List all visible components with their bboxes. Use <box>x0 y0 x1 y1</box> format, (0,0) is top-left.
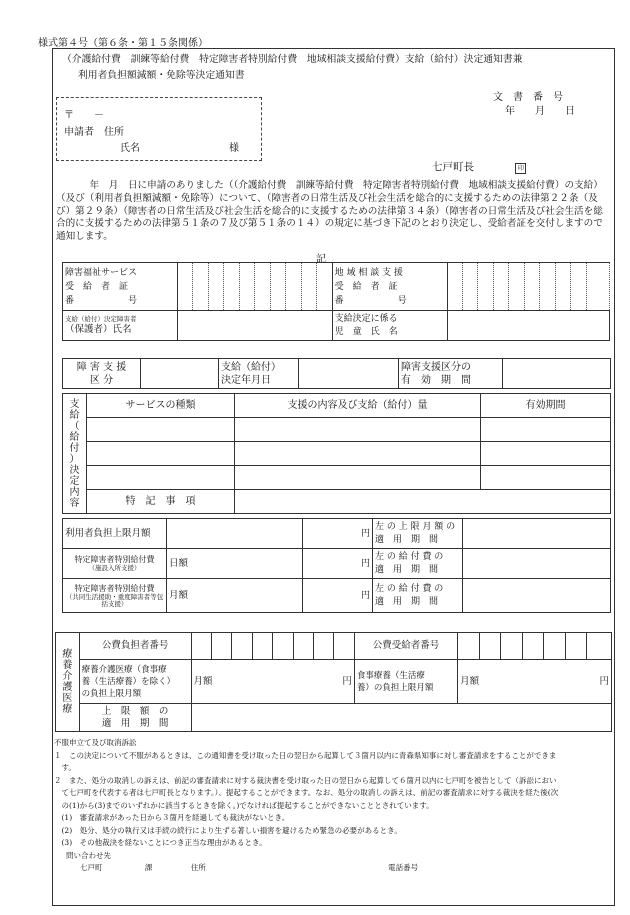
support-category-table <box>62 358 611 389</box>
community-certificate-digit[interactable] <box>447 263 462 311</box>
appeal-notes-line: １ この決定について不服があるときは、この通知書を受け取った日の翌日から起算して３箇月以内に青森県知事に対し審査請求をすることができま <box>54 750 557 760</box>
daily-amount-label: 日額 <box>167 549 303 579</box>
appeal-notes-line: (2) 処分、処分の執行又は手続の続行により生ずる著しい損害を避けるため緊急の必要があるとき。 <box>54 825 402 835</box>
category-period-label <box>399 359 503 389</box>
seal-icon: 印 <box>515 163 526 174</box>
special-notes-field[interactable] <box>235 490 611 514</box>
issuer-text: 七戸町長 <box>432 161 474 173</box>
public-payer-digit[interactable] <box>293 633 313 660</box>
document-number-label: 文 書 番 号 <box>493 92 563 103</box>
public-recipient-digit[interactable] <box>544 633 566 660</box>
public-recipient-digit[interactable] <box>479 633 501 660</box>
support-category-line: 区 分 <box>89 374 114 386</box>
community-certificate-digit[interactable] <box>571 263 586 311</box>
appeal-notes <box>54 737 614 875</box>
decision-date-label <box>219 359 299 389</box>
daily-benefit-period-line: 適 用 期 間 <box>375 564 439 575</box>
support-category-line: 障 害 支 援 <box>76 361 127 373</box>
community-certificate-digit[interactable] <box>493 263 508 311</box>
public-payer-number-label: 公費負担者番号 <box>79 633 191 660</box>
support-category-field[interactable] <box>141 359 219 389</box>
contact-phone: 電話番号 <box>388 863 419 872</box>
service-type-cell[interactable] <box>87 466 235 490</box>
copayment-period-line: 左 の 上 限 月 額 の <box>375 521 456 532</box>
public-payer-digit[interactable] <box>334 633 354 660</box>
decision-contents-side-label: 支 給 （ 給 付 ） 決 定 内 容 <box>63 394 87 514</box>
monthly-yen-label: 円 <box>303 579 373 613</box>
appeal-notes-line: て七戸町を代表する者は七戸町長となります。）、提起することができます。なお、処分の取消しの訴えは、前記の審査請求に対する裁決を経た後(次 <box>54 788 559 797</box>
appeal-notes-heading: 不服申立て及び取消訴訟 <box>54 738 137 747</box>
recipient-info-table <box>62 262 610 341</box>
appeal-notes-line: の(1)から(3)までのいずれかに該当するときを除く。)でなければ提起することができないこととされています。 <box>54 800 434 810</box>
medical-care-table <box>55 632 612 732</box>
meal-monthly-label: 月額 <box>460 675 480 687</box>
applicant-name-label: 氏名 <box>120 143 140 154</box>
service-type-cell[interactable] <box>87 442 235 466</box>
public-payer-digit[interactable] <box>273 633 293 660</box>
monthly-benefit-period-line: 左 の 給 付 費 の <box>375 583 444 594</box>
validity-period-cell[interactable] <box>481 466 611 490</box>
welfare-certificate-digit[interactable] <box>301 263 316 311</box>
copayment-period-line: 適 用 期 間 <box>375 534 439 545</box>
validity-period-cell[interactable] <box>481 418 611 442</box>
child-name-line: 支給決定に係る <box>334 313 398 324</box>
medical-yen-label: 円 <box>342 675 352 687</box>
community-certificate-digit[interactable] <box>586 263 609 311</box>
welfare-certificate-label <box>63 263 178 311</box>
public-recipient-digit[interactable] <box>501 633 523 660</box>
postal-code-label: 〒 － <box>64 110 104 121</box>
appeal-notes-line: す。 <box>54 763 76 772</box>
monthly-benefit-period-field[interactable] <box>463 579 611 613</box>
copayment-limit-table <box>62 518 611 613</box>
meal-yen-label: 円 <box>599 675 609 687</box>
welfare-certificate-digit[interactable] <box>224 263 239 311</box>
child-name-field[interactable] <box>447 311 609 341</box>
public-payer-digit[interactable] <box>211 633 231 660</box>
community-certificate-digit[interactable] <box>509 263 524 311</box>
ki-label: 記 <box>316 254 326 265</box>
community-certificate-digit[interactable] <box>540 263 555 311</box>
support-content-cell[interactable] <box>235 466 481 490</box>
community-certificate-label <box>332 263 447 311</box>
welfare-certificate-digit[interactable] <box>193 263 208 311</box>
decision-date-line: 決定年月日 <box>221 374 271 386</box>
limit-period-line: 上 限 額 の <box>101 705 169 717</box>
public-payer-digit[interactable] <box>252 633 272 660</box>
daily-benefit-period-line: 左 の 給 付 費 の <box>375 551 444 562</box>
meal-limit-field[interactable] <box>458 660 612 704</box>
form-number: 様式第４号（第６条・第１５条関係） <box>38 38 208 49</box>
community-certificate-line: 番 号 <box>334 295 407 306</box>
special-benefit-group-note: （共同生活援助・重度障害者等包括支援） <box>65 592 164 608</box>
copayment-yen-label: 円 <box>303 519 373 549</box>
date-label: 年 月 日 <box>505 106 575 117</box>
meal-limit-line: 食事療養（生活療 <box>356 670 425 681</box>
daily-yen-label: 円 <box>303 549 373 579</box>
child-name-line: 児 童 氏 名 <box>334 326 398 337</box>
medical-care-limit-line: 養（生活療養）を除く） <box>81 676 176 687</box>
public-recipient-digit[interactable] <box>522 633 544 660</box>
decision-date-field[interactable] <box>299 359 399 389</box>
community-certificate-digit[interactable] <box>463 263 478 311</box>
child-name-label <box>332 311 447 341</box>
welfare-certificate-line: 受 給 者 証 <box>65 281 129 292</box>
contact-heading: 問い合わせ先 <box>66 850 111 860</box>
validity-period-cell[interactable] <box>481 442 611 466</box>
medical-care-limit-line: 療養介護医療（食事療 <box>81 664 167 675</box>
meal-limit-line: 養）の負担上限月額 <box>356 682 434 693</box>
support-category-label <box>63 359 141 389</box>
applicant-address-label: 申請者 住所 <box>64 127 124 138</box>
welfare-certificate-line: 番 号 <box>65 295 138 306</box>
community-certificate-digit[interactable] <box>555 263 570 311</box>
category-period-line: 障害支援区分の <box>401 361 471 373</box>
medical-care-limit-field[interactable] <box>191 660 354 704</box>
welfare-certificate-digit[interactable] <box>317 263 332 311</box>
copayment-period-label <box>373 519 463 549</box>
copayment-monthly-limit-label: 利用者負担上限月額 <box>63 519 167 549</box>
welfare-certificate-digit[interactable] <box>208 263 223 311</box>
community-certificate-line: 地 域 相 談 支 援 <box>334 267 403 278</box>
guardian-name-small: 支給（給付）決定障害者 <box>65 314 137 323</box>
public-payer-digit[interactable] <box>314 633 334 660</box>
document-title-line1: （介護給付費 訓練等給付費 特定障害者特別給付費 地域相談支援給付費）支給（給付）決定通知書兼 <box>62 54 523 65</box>
monthly-benefit-period-label <box>373 579 463 613</box>
support-content-cell[interactable] <box>235 418 481 442</box>
contact-town: 七戸町 <box>80 863 103 872</box>
decision-contents-table <box>62 393 611 514</box>
public-payer-digit[interactable] <box>232 633 252 660</box>
limit-period-field[interactable] <box>191 704 612 732</box>
community-certificate-digit[interactable] <box>524 263 539 311</box>
welfare-certificate-line: 障害福祉サービス <box>65 267 138 278</box>
daily-benefit-period-field[interactable] <box>463 549 611 579</box>
notice-body-paragraph: 年 月 日に申請のありました（（介護給付費 訓練等給付費 特定障害者特別給付費 地域相談支援給付費）の支給）（及び（利用者負担額減額・免除等）について、（障害者の日常生活及び社会生活を総合的に支援するための法律第２２条（及び）第２９条）（障害者の日常生活及び社会生活を総合的に支援するための法律第３４条）（障害者の日常生活及び社会生活を総合的に支援するための法律第５１条の７及び第５１条の１４）の規定に基づき下記のとおり決定し、受給者証を交付しますので通知します。 <box>56 180 603 243</box>
welfare-certificate-digit[interactable] <box>255 263 270 311</box>
welfare-certificate-digit[interactable] <box>270 263 285 311</box>
medical-monthly-label: 月額 <box>193 675 213 687</box>
public-recipient-digit[interactable] <box>587 633 612 660</box>
medical-care-limit-line: の負担上限月額 <box>81 688 142 699</box>
appeal-notes-line: ２ また、処分の取消しの訴えは、前記の審査請求に対する裁決書を受け取った日の翌日から起算して６箇月以内に七戸町を被告として（訴訟におい <box>54 775 557 785</box>
copayment-monthly-limit-field[interactable] <box>167 519 303 549</box>
copayment-period-field[interactable] <box>463 519 611 549</box>
special-benefit-facility-note: （施設入所支援） <box>88 564 141 572</box>
welfare-certificate-digit[interactable] <box>286 263 301 311</box>
special-benefit-facility-text: 特定障害者特別給付費 <box>74 555 155 564</box>
contact-section: 課 <box>144 863 153 872</box>
welfare-certificate-digit[interactable] <box>177 263 192 311</box>
category-period-field[interactable] <box>503 359 611 389</box>
special-notes-label: 特 記 事 項 <box>87 490 235 514</box>
community-certificate-line: 受 給 者 証 <box>334 281 398 292</box>
limit-period-line: 適 用 期 間 <box>101 717 169 729</box>
special-benefit-group-label <box>63 579 167 613</box>
meal-limit-label <box>354 660 457 704</box>
appeal-notes-line: (1) 審査請求があった日から３箇月を経過しても裁決がないとき。 <box>54 813 290 822</box>
contact-address: 住所 <box>190 863 206 872</box>
sama-label: 様 <box>229 143 239 154</box>
appeal-notes-line: (3) その他裁決を経ないことにつき正当な理由があるとき。 <box>54 838 267 847</box>
daily-benefit-period-label <box>373 549 463 579</box>
guardian-name-text: （保護者）氏名 <box>65 323 132 335</box>
support-content-header: 支援の内容及び支給（給付）量 <box>235 394 481 418</box>
special-benefit-facility-label <box>63 549 167 579</box>
public-recipient-digit[interactable] <box>565 633 587 660</box>
category-period-line: 有 効 期 間 <box>401 374 471 386</box>
monthly-amount-label: 月額 <box>167 579 303 613</box>
document-title-line2: 利用者負担額減額・免除等決定通知書 <box>78 70 245 81</box>
guardian-name-label <box>63 311 178 341</box>
service-type-cell[interactable] <box>87 418 235 442</box>
monthly-benefit-period-line: 適 用 期 間 <box>375 596 439 607</box>
medical-care-limit-label <box>79 660 191 704</box>
decision-date-line: 支給（給付） <box>221 361 281 373</box>
validity-period-header: 有効期間 <box>481 394 611 418</box>
community-certificate-digit[interactable] <box>478 263 493 311</box>
contact-line <box>54 862 614 875</box>
public-recipient-number-label: 公費受給者番号 <box>354 633 457 660</box>
public-recipient-digit[interactable] <box>458 633 480 660</box>
issuer-name <box>432 159 526 174</box>
service-type-header: サービスの種類 <box>87 394 235 418</box>
guardian-name-field[interactable] <box>177 311 332 341</box>
special-benefit-group-text: 特定障害者特別給付費 <box>74 583 155 593</box>
limit-period-label <box>79 704 191 732</box>
medical-care-side-label: 療 養 介 護 医 療 <box>56 633 80 732</box>
welfare-certificate-digit[interactable] <box>239 263 254 311</box>
public-payer-digit[interactable] <box>191 633 211 660</box>
support-content-cell[interactable] <box>235 442 481 466</box>
